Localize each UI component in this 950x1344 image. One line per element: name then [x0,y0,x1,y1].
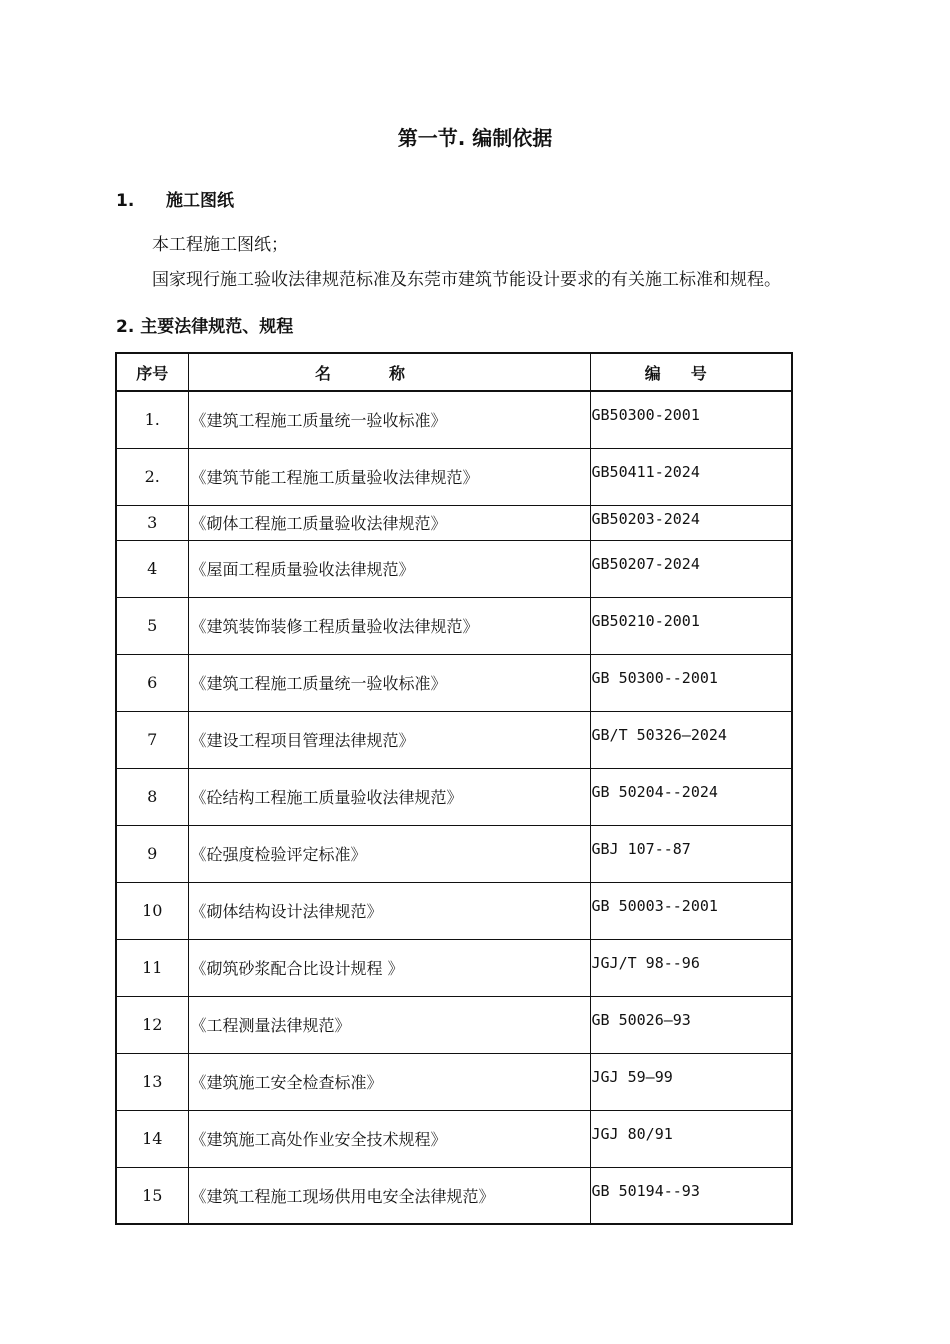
cell-code: GB 50300--2001 [590,654,792,711]
cell-seq: 14 [116,1110,188,1167]
table-header-row [116,353,792,391]
cell-name: 《建筑施工高处作业安全技术规程》 [188,1110,590,1167]
header-seq: 序号 [116,353,188,391]
cell-code: GB50207-2024 [590,540,792,597]
table-row [116,654,792,711]
table-row [116,1167,792,1224]
cell-seq: 8 [116,768,188,825]
cell-seq: 2. [116,448,188,505]
cell-code: GB50411-2024 [590,448,792,505]
table-row [116,768,792,825]
heading-text: 主要法律规范、规程 [140,317,294,337]
cell-seq: 1. [116,391,188,448]
cell-code: GB 50003--2001 [590,882,792,939]
cell-name: 《建筑工程施工现场供用电安全法律规范》 [188,1167,590,1224]
cell-seq: 12 [116,996,188,1053]
cell-name: 《砌体工程施工质量验收法律规范》 [188,505,590,540]
cell-seq: 13 [116,1053,188,1110]
cell-seq: 5 [116,597,188,654]
header-code-text: 编号 [644,363,737,383]
heading-number: 2. [116,317,135,337]
cell-code: JGJ/T 98--96 [590,939,792,996]
cell-code: GBJ 107--87 [590,825,792,882]
heading-number: 1. [116,191,135,211]
table-row [116,825,792,882]
cell-code: JGJ 59—99 [590,1053,792,1110]
heading-drawings [116,186,234,211]
paragraph: 国家现行施工验收法律规范标准及东莞市建筑节能设计要求的有关施工标准和规程。 [152,270,781,290]
table-row [116,448,792,505]
cell-seq: 15 [116,1167,188,1224]
table-row [116,996,792,1053]
heading-regulations [116,312,293,337]
cell-name: 《砌筑砂浆配合比设计规程 》 [188,939,590,996]
table-row [116,1110,792,1167]
cell-name: 《建筑工程施工质量统一验收标准》 [188,654,590,711]
cell-name: 《砼结构工程施工质量验收法律规范》 [188,768,590,825]
cell-code: GB 50204--2024 [590,768,792,825]
cell-seq: 6 [116,654,188,711]
section-title: 第一节. 编制依据 [397,126,553,150]
cell-seq: 3 [116,505,188,540]
table-row [116,597,792,654]
heading-text: 施工图纸 [166,191,234,211]
cell-code: GB 50026—93 [590,996,792,1053]
cell-seq: 7 [116,711,188,768]
cell-code: GB/T 50326—2024 [590,711,792,768]
table-row [116,711,792,768]
cell-name: 《屋面工程质量验收法律规范》 [188,540,590,597]
table-row [116,882,792,939]
table-row [116,939,792,996]
cell-seq: 11 [116,939,188,996]
cell-code: GB50300-2001 [590,391,792,448]
cell-name: 《工程测量法律规范》 [188,996,590,1053]
cell-name: 《建设工程项目管理法律规范》 [188,711,590,768]
cell-name: 《砌体结构设计法律规范》 [188,882,590,939]
standards-table [115,352,793,1225]
paragraph: 本工程施工图纸； [152,235,288,255]
cell-name: 《建筑装饰装修工程质量验收法律规范》 [188,597,590,654]
table-row [116,391,792,448]
header-code [590,353,792,391]
cell-code: GB50203-2024 [590,505,792,540]
header-name [188,353,590,391]
cell-code: GB50210-2001 [590,597,792,654]
table-row [116,540,792,597]
cell-seq: 4 [116,540,188,597]
cell-name: 《建筑施工安全检查标准》 [188,1053,590,1110]
table-row [116,505,792,540]
cell-name: 《建筑工程施工质量统一验收标准》 [188,391,590,448]
table-row [116,1053,792,1110]
cell-name: 《砼强度检验评定标准》 [188,825,590,882]
cell-seq: 9 [116,825,188,882]
cell-code: GB 50194--93 [590,1167,792,1224]
cell-code: JGJ 80/91 [590,1110,792,1167]
cell-name: 《建筑节能工程施工质量验收法律规范》 [188,448,590,505]
cell-seq: 10 [116,882,188,939]
header-name-text: 名称 [314,363,463,383]
